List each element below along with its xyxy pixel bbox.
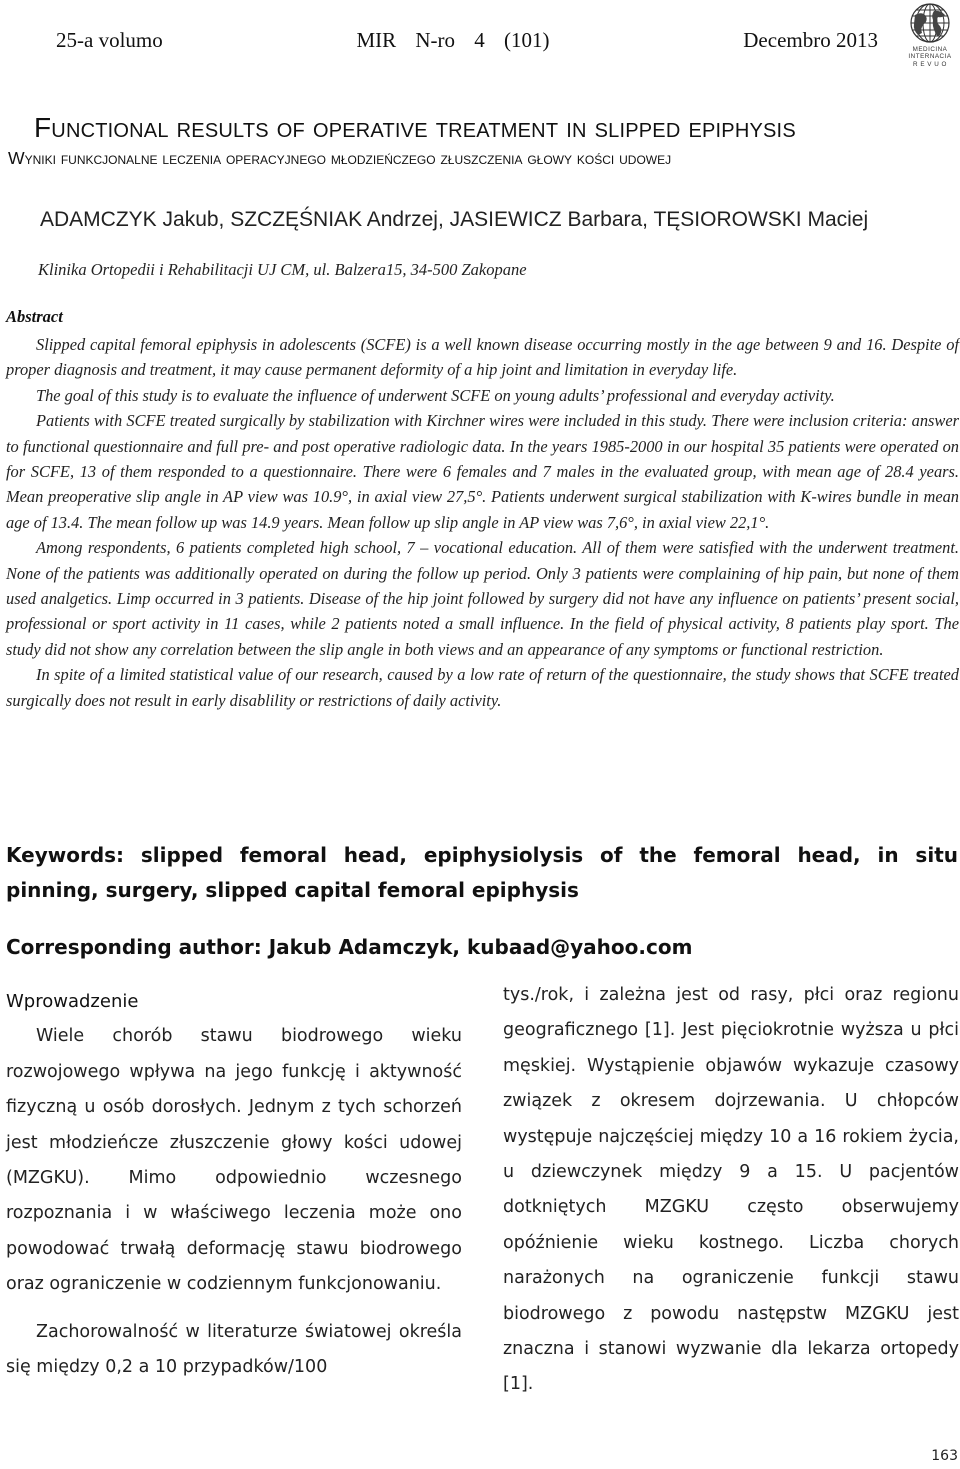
abstract-heading: Abstract: [6, 307, 63, 326]
abstract-paragraph: Slipped capital femoral epiphysis in adolescents (SCFE) is a well known disease occurring mostly in the age between 9 and 16. Despite of proper diagnosis and treatment, it may cause permanent deformity of a hip joint and limitation in everyday life.: [6, 335, 959, 380]
issue-date: Decembro 2013: [743, 28, 878, 52]
body-column-right: [503, 978, 959, 1403]
page-number: 163: [931, 1448, 958, 1464]
logo-line-1: MEDICINA: [912, 46, 948, 53]
keywords: Keywords: slipped femoral head, epiphysiolysis of the femoral head, in situ pinning, surgery, slipped capital femoral epiphysis: [6, 843, 958, 902]
abstract-paragraph: In spite of a limited statistical value of our research, caused by a low rate of return of the questionnaire, the study shows that SCFE treated surgically does not result in early disablility or restrictions of daily activity.: [6, 665, 959, 710]
body-column-left: [6, 984, 462, 1385]
abstract-body: [6, 332, 959, 713]
body-paragraph: tys./rok, i zależna jest od rasy, płci oraz regionu geograficznego [1]. Jest pięciokrotnie wyższa u płci męskiej. Wystąpienie objawów wykazuje czasowy związek z okresem dojrzewania. U chłopców występuje najczęściej między 10 a 16 rokiem życia, u dziewczynek między 9 a 15. U pacjentów dotkniętych MZGKU często obserwujemy opóźnienie wieku kostnego. Liczba chorych narażonych na ograniczenie funkcji stawu biodrowego z powodu następstw MZGKU jest znaczna i stanowi wyzwanie dla lekarza ortopedy [1].: [503, 985, 959, 1395]
article-title-polish: Wyniki funkcjonalne leczenia operacyjnego młodzieńczego złuszczenia głowy kości udowej: [8, 148, 672, 168]
logo-line-3: R E V U O: [913, 60, 947, 68]
article-title-english: Functional results of operative treatment in slipped epiphysis: [34, 112, 796, 143]
section-heading: Wprowadzenie: [6, 991, 139, 1012]
abstract-paragraph: The goal of this study is to evaluate the influence of underwent SCFE on young adults’ professional and everyday activity.: [36, 385, 835, 405]
issue-total: (101): [504, 28, 550, 52]
issue-info: [356, 28, 549, 53]
running-header: [56, 28, 878, 53]
issue-label: N-ro: [415, 28, 456, 52]
body-paragraph: Zachorowalność w literaturze światowej określa się między 0,2 a 10 przypadków/100: [6, 1321, 462, 1378]
logo-wordmark: [902, 46, 958, 68]
corresponding-author: Corresponding author: Jakub Adamczyk, kubaad@yahoo.com: [6, 935, 693, 959]
journal-logo: [902, 2, 958, 70]
volume-label: 25-a volumo: [56, 28, 163, 52]
issue-number: 4: [474, 28, 485, 52]
journal-abbrev: MIR: [356, 28, 397, 52]
globe-icon: [902, 2, 958, 46]
author-list: ADAMCZYK Jakub, SZCZĘŚNIAK Andrzej, JASIEWICZ Barbara, TĘSIOROWSKI Maciej: [40, 208, 869, 231]
abstract-paragraph: Among respondents, 6 patients completed high school, 7 – vocational education. All of them were satisfied with the underwent treatment. None of the patients was additionally operated on during the follow up period. Only 3 patients were complaining of hip pain, but none of them used analgetics. Limp occurred in 3 patients. Disease of the hip joint followed by surgery did not have any influence on patients’ present social, professional or sport activity in 11 cases, while 2 patients noted a small influence. In the field of physical activity, 8 patients play sport. The study did not show any correlation between the slip angle in both views and an appearance of any symptoms or functional restriction.: [6, 538, 959, 659]
affiliation: Klinika Ortopedii i Rehabilitacji UJ CM, ul. Balzera15, 34-500 Zakopane: [38, 260, 527, 279]
logo-line-2: INTERNACIA: [908, 53, 952, 61]
abstract-paragraph: Patients with SCFE treated surgically by stabilization with Kirchner wires were included in this study. There were inclusion criteria: answer to functional questionnaire and full pre- and post operative radiologic data. In the years 1985-2000 in our hospital 35 patients were operated on for SCFE, 13 of them responded to a questionnaire. There were 6 females and 7 males in the evaluated group, with mean age of 28.4 years. Mean preoperative slip angle in AP view was 10.9°, in axial view 27,5°. Patients underwent surgical stabilization with K-wires bundle in mean age of 13.4. The mean follow up was 14.9 years. Mean follow up slip angle in AP view was 7,6°, in axial view 22,1°.: [6, 411, 959, 532]
body-paragraph: Wiele chorób stawu biodrowego wieku rozwojowego wpływa na jego funkcję i aktywność fizyczną u osób dorosłych. Jednym z tych schorzeń jest młodzieńcze złuszczenie głowy kości udowej (MZGKU). Mimo odpowiednio wczesnego rozpoznania i w właściwego leczenia może ono powodować trwałą deformację stawu biodrowego oraz ograniczenie w codziennym funkcjonowaniu.: [6, 1026, 462, 1295]
